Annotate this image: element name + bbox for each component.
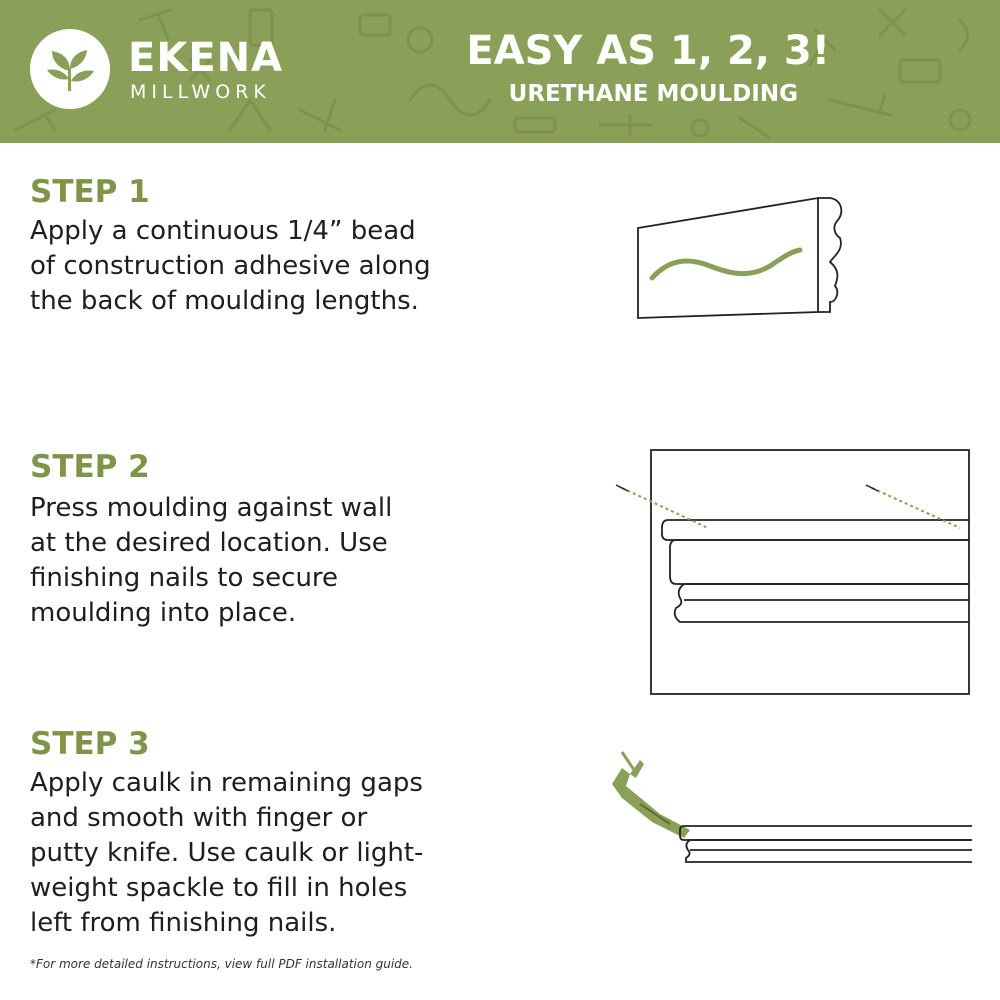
step-3-title: STEP 3	[30, 726, 150, 762]
brand-logo	[30, 29, 110, 109]
header-banner	[0, 0, 1000, 143]
caulk-gun-icon	[612, 752, 690, 838]
subheadline: URETHANE MOULDING	[508, 81, 798, 107]
headline: EASY AS 1, 2, 3!	[466, 28, 830, 74]
brand-name: EKENA	[128, 35, 284, 81]
step-1-title: STEP 1	[30, 174, 150, 210]
caulk-illustration	[600, 740, 975, 870]
step-3-text: Apply caulk in remaining gaps and smooth with finger or putty knife. Use caulk or light- weight spackle to fill in holes left from finishing nails.	[30, 768, 424, 938]
brand-subtitle: MILLWORK	[130, 81, 271, 103]
moulding-nails-illustration	[600, 440, 980, 702]
leaf-logo-icon	[30, 29, 110, 109]
step-2-text: Press moulding against wall at the desired location. Use finishing nails to secure moulding into place.	[30, 493, 393, 628]
moulding-adhesive-illustration	[630, 190, 850, 330]
step-2-title: STEP 2	[30, 449, 150, 485]
footnote: *For more detailed instructions, view full PDF installation guide.	[30, 957, 413, 971]
step-1-text: Apply a continuous 1/4” bead of construction adhesive along the back of moulding lengths.	[30, 216, 431, 316]
